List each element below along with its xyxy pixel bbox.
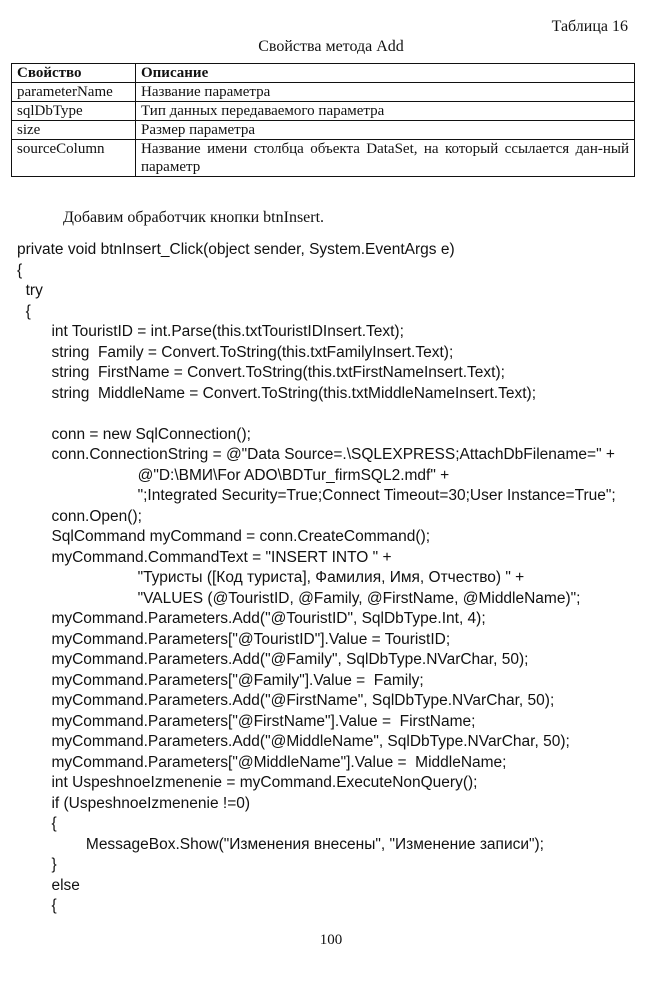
code-line: conn = new SqlConnection();	[17, 425, 251, 443]
cell-description: Название параметра	[136, 83, 635, 102]
code-line: MessageBox.Show("Изменения внесены", "Изменение записи");	[17, 835, 544, 853]
code-line: try	[17, 282, 43, 299]
page-number: 100	[319, 932, 343, 948]
code-line: myCommand.Parameters["@FirstName"].Value = FirstName;	[17, 712, 476, 730]
table-caption: Свойства метода Add	[258, 38, 404, 55]
code-line: else	[17, 876, 80, 894]
code-line: string Family = Convert.ToString(this.txtFamilyInsert.Text);	[17, 343, 454, 361]
code-line: myCommand.CommandText = "INSERT INTO " +	[17, 548, 392, 566]
code-line: if (UspeshnoeIzmenenie !=0)	[17, 794, 251, 812]
table-row	[12, 121, 635, 140]
properties-table	[11, 63, 635, 177]
cell-property: size	[12, 121, 136, 140]
table-row	[12, 83, 635, 102]
cell-property: parameterName	[12, 83, 136, 102]
table-header-row	[12, 64, 635, 83]
code-line: "VALUES (@TouristID, @Family, @FirstName, @MiddleName)";	[17, 589, 581, 607]
code-listing	[17, 240, 647, 917]
code-line: myCommand.Parameters["@Family"].Value = Family;	[17, 671, 424, 689]
code-line: int UspeshnoeIzmenenie = myCommand.ExecuteNonQuery();	[17, 774, 478, 791]
code-line: conn.Open();	[17, 507, 142, 525]
table-row	[12, 102, 635, 121]
cell-description: Тип данных передаваемого параметра	[136, 102, 635, 121]
code-line: SqlCommand myCommand = conn.CreateCommand();	[17, 528, 431, 545]
code-line: ";Integrated Security=True;Connect Timeout=30;User Instance=True";	[17, 487, 616, 504]
intro-paragraph: Добавим обработчик кнопки btnInsert.	[63, 209, 325, 226]
code-line: myCommand.Parameters.Add("@TouristID", SqlDbType.Int, 4);	[17, 610, 486, 627]
code-line: string MiddleName = Convert.ToString(this.txtMiddleNameInsert.Text);	[17, 384, 537, 402]
header-property: Свойство	[12, 64, 136, 83]
cell-description: Размер параметра	[136, 121, 635, 140]
cell-property: sourceColumn	[12, 140, 136, 177]
code-line: myCommand.Parameters.Add("@FirstName", SqlDbType.NVarChar, 50);	[17, 692, 555, 709]
code-line: myCommand.Parameters.Add("@MiddleName", SqlDbType.NVarChar, 50);	[17, 733, 570, 750]
code-line: int TouristID = int.Parse(this.txtTouristIDInsert.Text);	[17, 323, 404, 340]
code-line: conn.ConnectionString = @"Data Source=.\SQLEXPRESS;AttachDbFilename=" +	[17, 446, 615, 463]
code-line: {	[17, 261, 23, 279]
code-line: string FirstName = Convert.ToString(this.txtFirstNameInsert.Text);	[17, 364, 505, 381]
code-line: "Туристы ([Код туриста], Фамилия, Имя, Отчество) " +	[17, 569, 525, 586]
code-line: {	[17, 302, 31, 320]
code-line: }	[17, 856, 57, 873]
code-line: {	[17, 897, 57, 914]
table-number: Таблица 16	[551, 18, 628, 35]
header-description: Описание	[136, 64, 635, 83]
code-line: private void btnInsert_Click(object sender, System.EventArgs e)	[17, 241, 455, 258]
code-line: myCommand.Parameters["@MiddleName"].Value = MiddleName;	[17, 753, 507, 771]
code-line: {	[17, 815, 57, 832]
cell-property: sqlDbType	[12, 102, 136, 121]
table-row	[12, 140, 635, 177]
code-line	[17, 404, 647, 425]
code-line: myCommand.Parameters.Add("@Family", SqlDbType.NVarChar, 50);	[17, 651, 529, 668]
code-line: @"D:\ВМИ\For ADO\BDTur_firmSQL2.mdf" +	[17, 466, 450, 484]
code-line: myCommand.Parameters["@TouristID"].Value = TouristID;	[17, 630, 451, 648]
cell-description: Название имени столбца объекта DataSet, на который ссылается дан-ный параметр	[136, 140, 635, 177]
